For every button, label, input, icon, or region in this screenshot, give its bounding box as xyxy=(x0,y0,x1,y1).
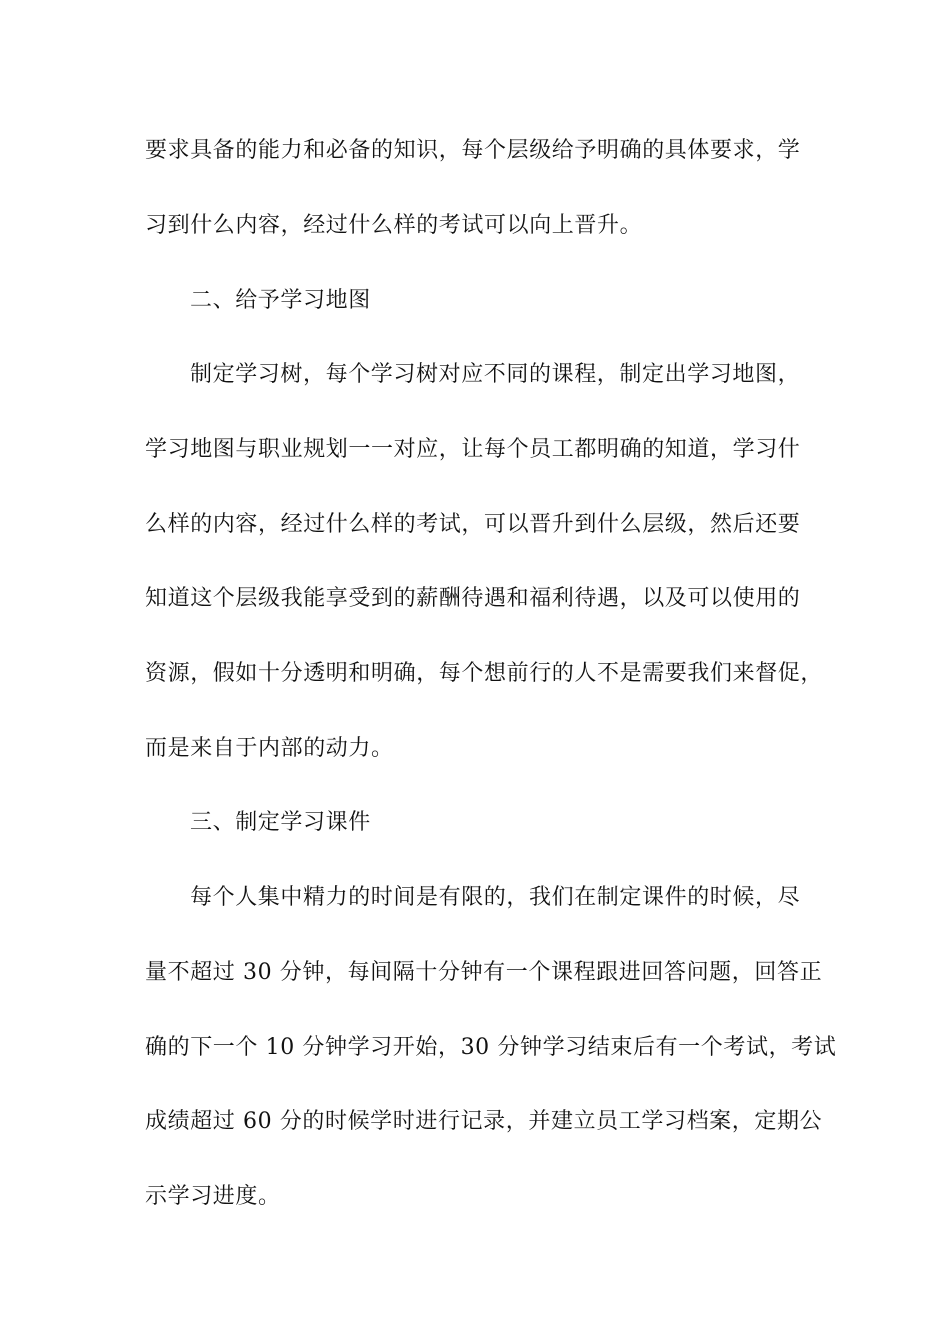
section-heading: 二、给予学习地图 xyxy=(190,288,371,313)
paragraph-line: 要求具备的能力和必备的知识，每个层级给予明确的具体要求，学 xyxy=(145,138,801,163)
paragraph-line: 而是来自于内部的动力。 xyxy=(145,736,394,761)
paragraph-line: 资源，假如十分透明和明确，每个想前行的人不是需要我们来督促， xyxy=(145,661,824,686)
paragraph-line: 学习地图与职业规划一一对应，让每个员工都明确的知道，学习什 xyxy=(145,437,801,462)
paragraph-line: 示学习进度。 xyxy=(145,1184,281,1209)
paragraph-line: 量不超过 30 分钟，每间隔十分钟有一个课程跟进回答问题，回答正 xyxy=(145,960,823,985)
paragraph-line: 制定学习树，每个学习树对应不同的课程，制定出学习地图， xyxy=(190,362,801,387)
paragraph-line: 确的下一个 10 分钟学习开始，30 分钟学习结束后有一个考试，考试 xyxy=(145,1035,837,1060)
paragraph-line: 每个人集中精力的时间是有限的，我们在制定课件的时候，尽 xyxy=(190,885,801,910)
paragraph-line: 成绩超过 60 分的时候学时进行记录，并建立员工学习档案，定期公 xyxy=(145,1109,823,1134)
paragraph-line: 么样的内容，经过什么样的考试，可以晋升到什么层级，然后还要 xyxy=(145,512,801,537)
paragraph-line: 知道这个层级我能享受到的薪酬待遇和福利待遇，以及可以使用的 xyxy=(145,586,801,611)
paragraph-line: 习到什么内容，经过什么样的考试可以向上晋升。 xyxy=(145,213,643,238)
section-heading: 三、制定学习课件 xyxy=(190,810,371,835)
